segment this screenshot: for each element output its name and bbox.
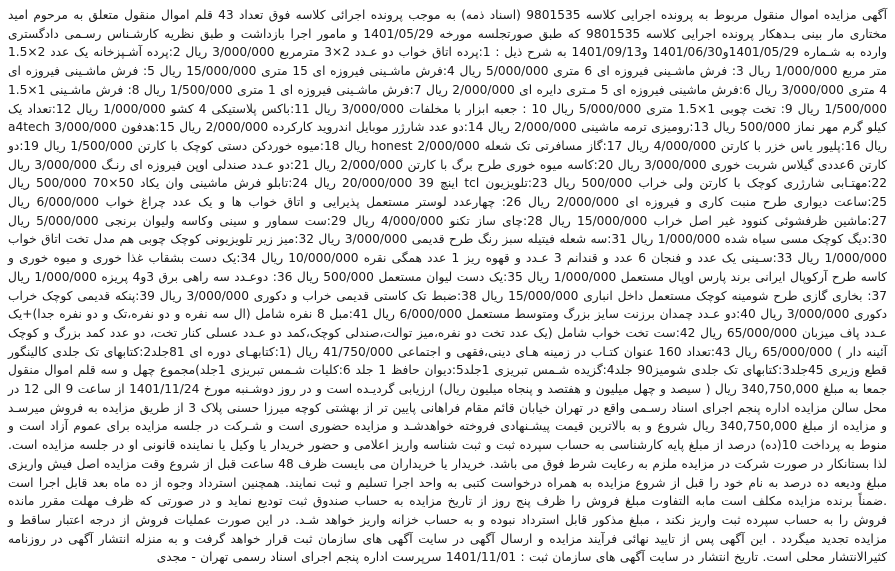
auction-notice-text: آگهی مزایده اموال منقول مربوط به پرونده اجرایی کلاسه 9801535 (اسناد ذمه) به موجب پرونده اجرائی کلاسه فوق تعداد 43 قلم اموال منقول متعلق به مرحوم امید مختاری مار بینی بـدهکار پرونده اجرایی کلاسه 9801535 که طبق صورتجلسه مورخه 1401/05/29 و مامور اجرا بازداشت و طبق نظریه کارشـناس رسـمی دادگستری وارده به شـماره 1401/05/29و1401/06/30 و1401/09/13 به شرح ذیل : 1:پرده اتاق خواب دو عـدد 2×3 مترمربع 3/000/000 ریال 2:پرده آشـپزخانه یک عدد 2×1.5 متر مربع 1/000/000 ریال 3: فرش ماشـینی فیروزه ای 6 متری 5/000/000 ریال 4:فرش ماشـینی فیروزه ای 15 متری 15/000/000 ریال 5: فرش ماشـینی فیروزه ای 4 متری 3/000/000 ریال 6:فرش ماشینی فیروزه ای 5 مـتری دایره ای 2/000/000 ریال 7:فرش ماشـینی فیروزه ای 1 متری 1/500/000 ریال 8: فرش ماشـینی 1×1.5 1/500/000 ریال 9: تخت چوبی 1×1.5 متری 5/000/000 ریال 10 : جعبه ابزار با مخلفات 3/000/000 ریال 11:باکس پلاستیکی 4 کشو 1/000/000 ریال 12:تعداد یک کیلو گرم مهر نماز 500/000 ریال 13:رومیزی ترمه ماشینی 2/000/000 ریال 14:دو عدد شارژر موبایل اندروید کارکرده 2/000/000 ریال 15:هدفون a4tech 3/000/000 ریال 16:پلیور یاس خزر با کارتن 4/000/000 ریال 17:گاز مسافرتی تک شعله honest 2/000/000 ریال 18:میوه خوردکن دستی کوچک با کارتن 1/500/000 ریال 19:دو کارتن 6عددی گیلاس شربت خوری 3/000/000 ریال 20:کاسه میوه خوری طرح برگ با کارتن 2/000/000 ریال 21:دو عـدد صندلی اوپن فیروزه ای رنـگ 3/000/000 ریال 22:مهتـابی شارژری کوچک با کارتن ولی خراب 500/000 ریال 23:تلویزیون tcl اینچ 39 20/000/000 ریال 24:تابلو فرش ماشینی وان یکاد 50×70 500/000 ریال 25:ساعت دیواری طرح منبت کاری و فیروزه ای 2/000/000 ریال 26: چهارعدد لوستر مستعمل پذیرایی و اتاق خواب ها و یک عدد چراغ خواب 6/000/000 ریال 27:ماشین ظرفشوئی کنوود غیر اصل خراب 15/000/000 ریال 28:چای ساز تکنو 4/000/000 ریال 29:ست سماور و سینی وکاسه ولیوان برنجی 5/000/000 ریال 30:دیگ کوچک مسی سیاه شده 1/000/000 ریال 31:سه شعله فیتیله سبز رنگ طرح قدیمی 3/000/000 ریال 32:میز زیر تلویزیونی کوچک چوبی هم مدل تخت اتاق خواب 1/000/000 ریال 33:سـینی یک عدد و فنجان 6 عدد و قندانم 3 عـدد و قهوه ریز 1 عدد همگی نقره 10/000/000 ریال 34:یک دست بشقاب غذا خوری و میوه خوری و کاسه طرح آرکوپال ایرانی برند پارس اوپال مستعمل 1/000/000 ریال 35:یک دست لیوان مستعمل 500/000 ریال 36: دوعـدد سه راهی برق 3و4 پریزه 1/000/000 ریال 37: بخاری گازی طرح شومینه کوچک مستعمل داخل انباری 15/000/000 ریال 38:ضبط تک کاستی قدیمی خراب و دکوری 3/000/000 ریال 39:پنکه قدیمی کوچک خراب دکوری 3/000/000 ریال 40:دو عـدد چمدان برزنت سایز بزرگ ومتوسط مستعمل 6/000/000 ریال 41:مبل 8 نفره شامل (ال سه نفره و دو نفره،تک و دو نفره جدا)+یک عـدد پاف میزبان 65/000/000 ریال 42:ست تخت خواب شامل (یک عدد تخت دو نفره،میز توالت،صندلی کوچک،کمد دو عـدد عسلی کنار تخت، دو عدد کمد بزرگ و کوچک آئینه دار ) 65/000/000 ریال 43:تعداد 160 عنوان کتـاب در زمینه هـای دینی،فقهی و اجتماعی 41/750/000 ریال (1:کتابهـای دوره ای 81جلد2:کتابهای تک جلدی کالینگور قطع وزیری 45جلد3:کتابهای تک جلدی شومیز90 جلد4:گزیده شـمس تبریزی 1جلد5:دیوان حافظ 1 جلد 6:کلیات شـمس تبریزی 1جلد)مجموع چهل و سه قلم اموال منقول جمعا به مبلغ 340,750,000 ریال ( سیصد و چهل میلیون و هفتصد و پنجاه میلیون ریال) ارزیابی گردیـده است و در روز دوشـنبه مورخ 1401/11/24 از ساعت 9 الی 12 در محل سالن مزایده اداره پنجم اجرای اسناد رسـمی واقع در تهران خیابان قائم مقام فراهانی پایین تر از بهشتی کوچه میرزا حسنی پلاک 3 از طریق مزایده به فروش میرسـد و مزایده از مبلغ 340,750,000 ریال شروع و به بالاترین قیمت پیشـنهادی فروخته خواهدشـد و مزایده حضوری است و شـرکت در جلسه مزایده برای عموم آزاد است و منوط به پرداخت 10(ده) درصد از مبلغ پایه کارشناسی به حساب سپرده ثبت و ثبت شناسه واریز اعلامی و حضور خریدار یا وکیل یا نماینده قانونی او در جلسه مزایده است. لذا بستانکار در صورت شرکت در مزایده ملزم به رعایت شرط فوق می باشد. خریدار یا خریداران می بایست ظرف 48 ساعت قبل از شروع وقت مزایده اصل فیش واریزی مبلغ ودیعه ده درصد به نام خود را قبل از شروع مزایده به همراه درخواست کتبی به واحد اجرا تسلیم و ثبت نمایند. همچنین استرداد وجوه از ده ماه بعد قابل اجرا است .ضمناً برنده مزایده مکلف است مابه التفاوت مبلغ فروش را ظرف پنج روز از تاریخ مزایده به حساب صندوق ثبت تودیع نماید و در صورتی که ظرف مهلت مقرر مانده فروش را به حساب سپرده ثبت واریز نکند ، مبلغ مذکور قابل استرداد نبوده و به حساب خزانه واریز خواهد شـد. در این صورت عملیات فروش از درجه اعتبار ساقط و مزایده تجدید میگردد . این آگهی پس از تایید نهائی فرآیند مزایده و ارسال آگهی در سایت آگهی های سازمان ثبت قرار خواهد گرفت و به منزله انتشار آگهی در روزنامه کثیرالانتشار محلی است. تاریخ انتشار در سایت آگهی های سازمان ثبت : 1401/11/01 سرپرست اداره پنجم اجرای اسناد رسمی تهران - مجدی — [8, 8, 888, 565]
